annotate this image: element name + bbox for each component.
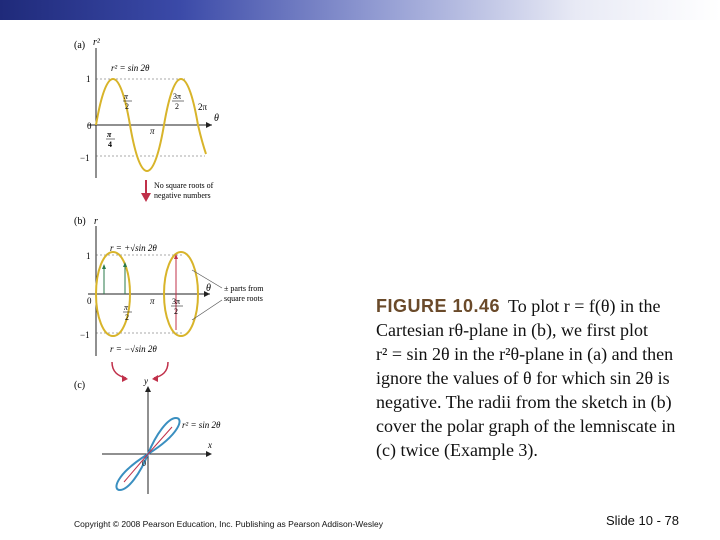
panel-a-tick-2pi: 2π [198,102,208,112]
panel-a-tick-pi2-num: π [124,92,129,101]
panel-c-origin: 0 [142,459,146,468]
panel-c-label: (c) [74,380,86,391]
panel-a-tick-pi4-den: 4 [108,140,112,149]
panel-a-tick-1: 1 [86,74,91,84]
arrow-note-line2: negative numbers [154,191,211,200]
slide-number: Slide 10 - 78 [606,513,679,528]
caption-line-3: r² = sin 2θ in the r²θ-plane in (a) and then [376,344,674,364]
panel-b [74,216,264,356]
arrows-b-to-c [112,362,168,382]
panel-a-tick-pi: π [150,126,155,136]
panel-b-equation-top: r = +√sin 2θ [110,243,157,253]
panel-b-side-note-line2: square roots [224,294,263,303]
panel-b-tick-neg1: −1 [80,330,90,340]
figure-number: FIGURE 10.46 [376,296,501,316]
panel-b-tick-3pi2-num: 3π [172,297,181,306]
figure-10-46 [60,30,360,500]
panel-a-tick-0: 0 [87,121,92,131]
caption-line-4: ignore the values of θ for which sin 2θ is [376,368,670,388]
panel-a-tick-3pi2-den: 2 [175,102,179,111]
panel-b-tick-pi2-num: π [124,303,129,312]
panel-a [74,37,219,178]
caption-text-1: To plot r = f(θ) in the [508,296,661,316]
figure-caption [376,294,696,462]
panel-a-equation: r² = sin 2θ [111,63,150,73]
panel-b-equation-bottom: r = −√sin 2θ [110,344,157,354]
panel-a-tick-pi2-den: 2 [125,102,129,111]
caption-line-6: cover the polar graph of the lemniscate in [376,416,676,436]
arrow-a-to-b [141,180,214,202]
title-bar-gradient [0,0,720,20]
panel-a-x-arrow [206,122,212,128]
caption-line-1 [376,294,696,318]
panel-c-y-axis-label: y [144,376,148,386]
panel-a-tick-neg1: −1 [80,153,90,163]
caption-line-7: (c) twice (Example 3). [376,440,538,460]
panel-c-x-axis-label: x [208,440,212,450]
panel-c-equation: r² = sin 2θ [182,420,221,430]
panel-b-y-axis-label: r [94,216,98,227]
panel-b-x-axis-label: θ [206,283,211,294]
panel-a-x-axis-label: θ [214,113,219,124]
panel-b-tick-pi: π [150,296,155,306]
caption-line-5: negative. The radii from the sketch in (b) [376,392,672,412]
caption-line-2: Cartesian rθ-plane in (b), we first plot [376,320,649,340]
panel-b-tick-1: 1 [86,251,91,261]
arrow-note-line1: No square roots of [154,181,214,190]
copyright-notice: Copyright © 2008 Pearson Education, Inc. Publishing as Pearson Addison-Wesley [74,519,383,529]
panel-b-tick-3pi2-den: 2 [174,307,178,316]
panel-c [74,376,221,494]
panel-a-y-axis-label: r² [93,37,100,48]
panel-a-label: (a) [74,40,86,51]
panel-b-tick-0: 0 [87,296,92,306]
panel-b-tick-pi2-den: 2 [125,313,129,322]
panel-a-tick-pi4-num: π [107,130,112,139]
panel-b-label: (b) [74,216,86,227]
panel-b-side-note-line1: ± parts from [224,284,264,293]
panel-a-tick-3pi2-num: 3π [173,92,182,101]
